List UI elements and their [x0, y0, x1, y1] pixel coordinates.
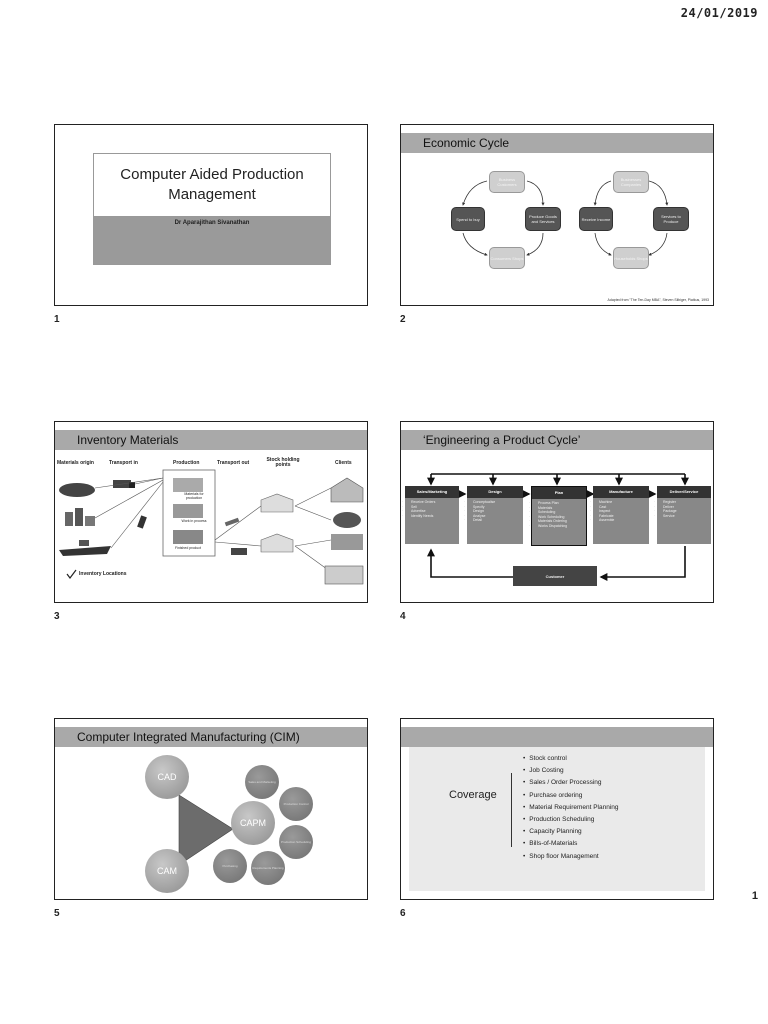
slide-number: 2: [400, 314, 406, 325]
slide-number: 5: [54, 908, 60, 919]
column-label: Clients: [335, 460, 352, 466]
slide-number: 1: [54, 314, 60, 325]
production-scheduling-circle: Production Scheduling: [279, 825, 313, 859]
citation: Adapted from "The Ten-Day MBA", Steven Silbiger, Piatkus, 1993: [607, 298, 709, 302]
slide-1: [54, 124, 368, 306]
slide-number: 3: [54, 611, 60, 622]
list-item: • Bills-of-Materials: [523, 838, 619, 850]
stage-name: Manufacture: [593, 486, 649, 498]
coverage-heading: Coverage: [449, 789, 497, 801]
cycle-node: Households Shops: [613, 247, 649, 269]
coverage-list: [523, 753, 619, 863]
stage-item: • Machine: [599, 500, 646, 505]
cycle-node: Services to Produce: [653, 207, 689, 231]
cad-circle: CAD: [145, 755, 189, 799]
author-name: Dr Aparajithan Sivanathan: [174, 220, 250, 226]
customer-box: Customer: [513, 566, 597, 586]
slide-number: 4: [400, 611, 406, 622]
stage-name: Deliver/Service: [657, 486, 711, 498]
stage-item: • Works Dispatching: [538, 524, 583, 529]
stage-item: • Process Plan: [538, 501, 583, 506]
column-label: Transport out: [217, 460, 250, 466]
stage-plan: [531, 486, 587, 546]
slide-3: [54, 421, 368, 603]
cycle-node: Consumers Shops: [489, 247, 525, 269]
stage-item: • Scheduling: [538, 510, 583, 515]
page-number: 1: [751, 890, 758, 902]
stage-design: [467, 486, 523, 544]
slide-6: [400, 718, 714, 900]
column-label: Transport in: [109, 460, 138, 466]
stage-item: • Specify: [473, 505, 520, 510]
requirements-planning-circle: Requirements Planning: [251, 851, 285, 885]
stage-manufacture: [593, 486, 649, 544]
slide-title: Computer Integrated Manufacturing (CIM): [55, 727, 367, 747]
stage-item: • Conceptualise: [473, 500, 520, 505]
stage-item: • Design: [473, 509, 520, 514]
column-label: Materials origin: [57, 460, 94, 466]
title-card: [93, 153, 331, 265]
stage-item: • Deliver: [663, 505, 708, 510]
cycle-node: Business Customers: [489, 171, 525, 193]
production-item: Finished product: [175, 546, 201, 550]
stage-item: • Sell: [411, 505, 456, 510]
slide-title: Computer Aided Production Management: [94, 154, 330, 217]
column-label: Stock holding points: [266, 457, 300, 468]
cim-triangle: [55, 719, 368, 900]
document-date: 24/01/2019: [680, 6, 758, 20]
stage-item: • Inspect: [599, 509, 646, 514]
slide-title: Economic Cycle: [401, 133, 713, 153]
production-item: Materials for production: [184, 492, 204, 500]
slide-2: [400, 124, 714, 306]
slide-4: [400, 421, 714, 603]
stage-deliver-service: [657, 486, 711, 544]
stage-item: • Package: [663, 509, 708, 514]
list-item: • Shop floor Management: [523, 851, 619, 863]
slide-title: ‘Engineering a Product Cycle’: [401, 430, 713, 450]
stage-item: • Assemble: [599, 518, 646, 523]
production-control-circle: Production Control: [279, 787, 313, 821]
stage-name: Design: [467, 486, 523, 498]
list-item: • Job Costing: [523, 765, 619, 777]
list-item: • Sales / Order Processing: [523, 777, 619, 789]
bracket-line: [511, 773, 512, 847]
cycle-node: Businesses Companies: [613, 171, 649, 193]
sales-marketing-circle: Sales and Marketing: [245, 765, 279, 799]
production-item: Work in process: [181, 519, 207, 523]
cam-circle: CAM: [145, 849, 189, 893]
legend-label: Inventory Locations: [79, 571, 127, 577]
list-item: • Material Requirement Planning: [523, 802, 619, 814]
stage-name: Sales/Marketing: [405, 486, 459, 498]
stage-item: • Identify Needs: [411, 514, 456, 519]
stage-item: • Detail: [473, 518, 520, 523]
stage-item: • Work Scheduling: [538, 515, 583, 520]
stage-item: • Service: [663, 514, 708, 519]
stage-item: • Receive Orders: [411, 500, 456, 505]
stage-item: • Cast: [599, 505, 646, 510]
column-label: Production: [173, 460, 200, 466]
cycle-node: Produce Goods and Services: [525, 207, 561, 231]
list-item: • Production Scheduling: [523, 814, 619, 826]
stage-item: • Materials: [538, 506, 583, 511]
capm-circle: CAPM: [231, 801, 275, 845]
list-item: • Capacity Planning: [523, 826, 619, 838]
slide-5: [54, 718, 368, 900]
list-item: • Purchase ordering: [523, 790, 619, 802]
stage-item: • Analyse: [473, 514, 520, 519]
slide-title: [401, 727, 713, 747]
stage-sales-marketing: [405, 486, 459, 544]
stage-item: • Fabricate: [599, 514, 646, 519]
slide-number: 6: [400, 908, 406, 919]
stage-item: • Register: [663, 500, 708, 505]
cycle-node: Spend to buy: [451, 207, 485, 231]
cycle-node: Receive Income: [579, 207, 613, 231]
list-item: • Stock control: [523, 753, 619, 765]
stage-name: Plan: [532, 487, 586, 499]
purchasing-circle: Purchasing: [213, 849, 247, 883]
slide-title: Inventory Materials: [55, 430, 367, 450]
stage-item: • Materials Ordering: [538, 519, 583, 524]
stage-item: • Advertise: [411, 509, 456, 514]
